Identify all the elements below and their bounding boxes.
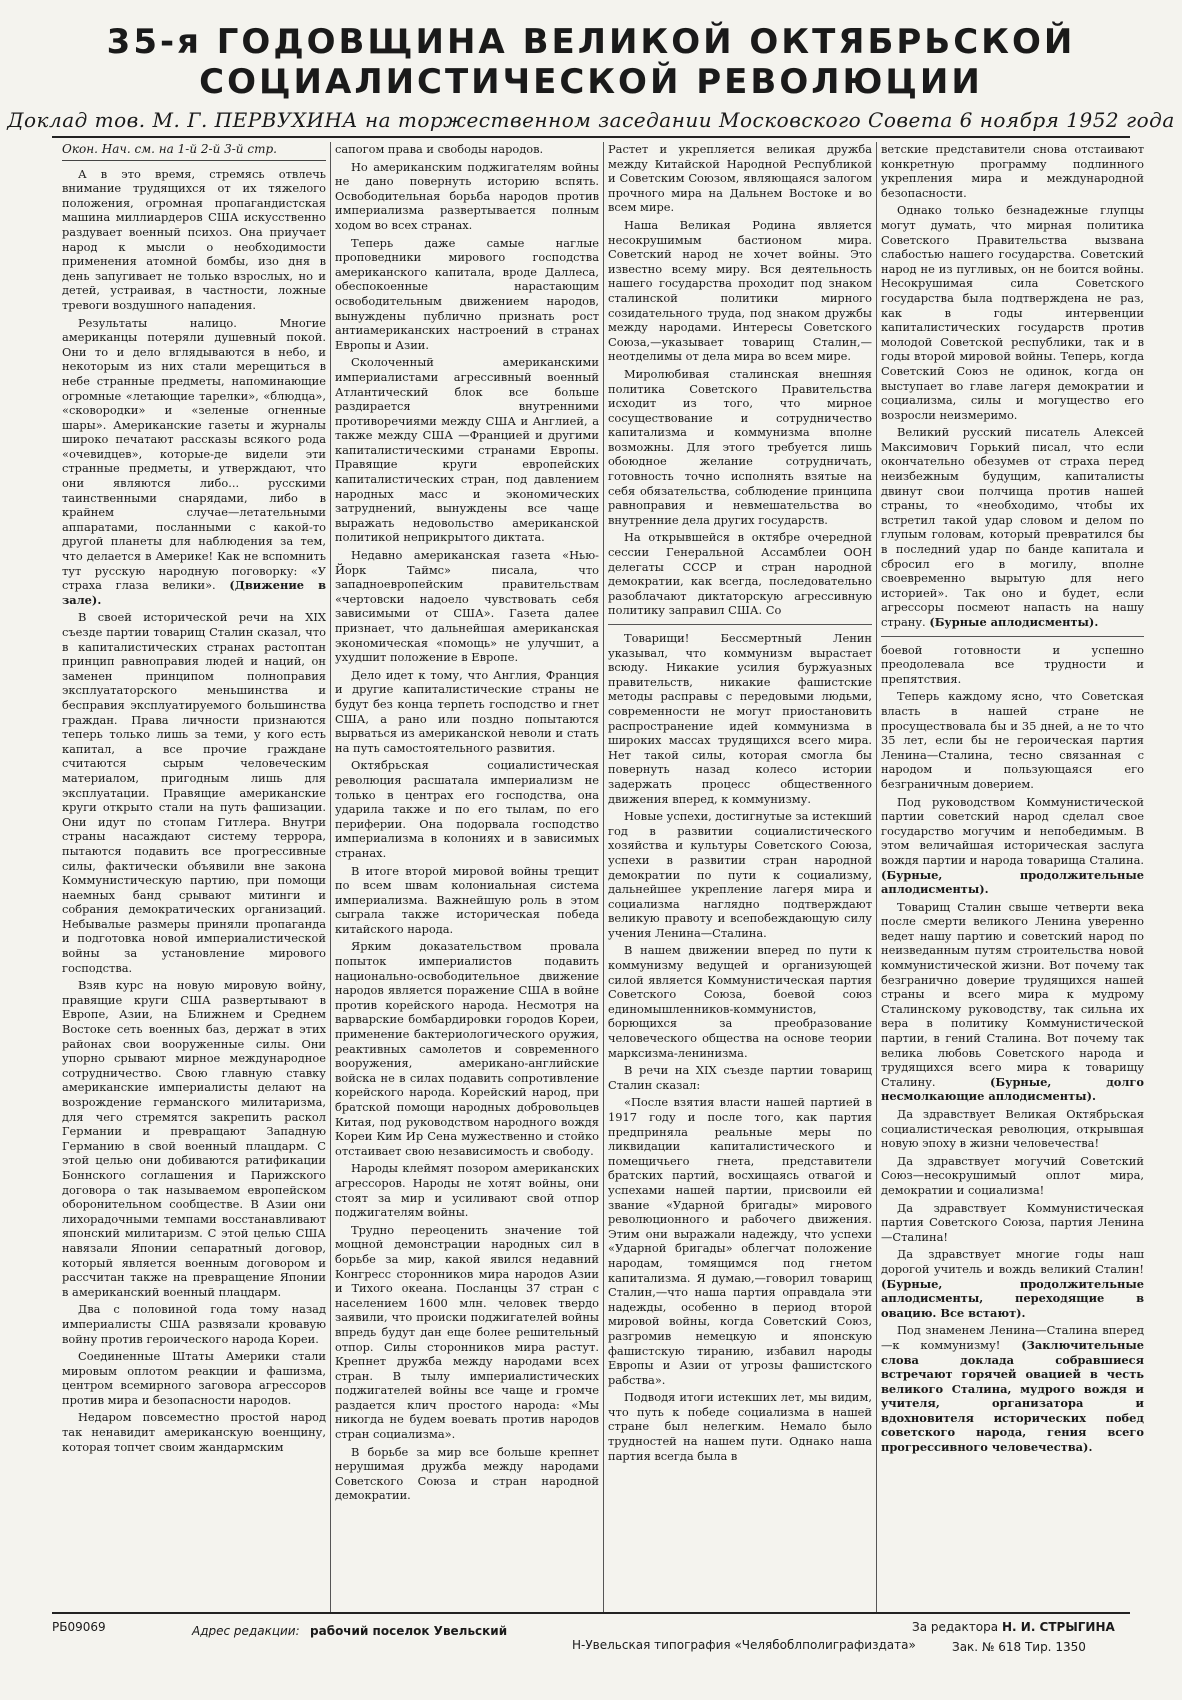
section-divider xyxy=(881,636,1144,637)
address-label: Адрес редакции: xyxy=(192,1624,300,1638)
editorial-address: рабочий поселок Увельский xyxy=(310,1624,508,1638)
slogan xyxy=(881,1247,1144,1320)
column-4 xyxy=(877,142,1148,1614)
paragraph-text: Товарищ Сталин свыше четверти века после смерти великого Ленина уверенно ведет нашу партию и советский народ по неизведанным путям строительства новой коммунистической жизни. Вот почему так безгранично доверие трудящихся нашей страны и всего мира к мудрому Сталинскому руководству, так сильна их вера в политику Коммунистической партии, в гений Сталина. Вот почему так велика любовь Советского народа и трудящихся всего мира к товарищу Сталину. xyxy=(881,899,1144,1089)
headline-line-2: СОЦИАЛИСТИЧЕСКОЙ РЕВОЛЮЦИИ xyxy=(199,62,983,102)
paragraph: Сколоченный американскими империалистами агрессивный военный Атлантический блок все больше раздирается внутренними противоречиями между США и Англией, а также между США —Францией и другими капиталистическими странами Европы. Правящие круги европейских капиталистических стран, под давлением народных масс и экономических затруднений, вынуждены все чаще выражать недовольство американской политикой неприкрытого диктата. xyxy=(335,355,599,545)
paragraph: сапогом права и свободы народов. xyxy=(335,142,544,156)
paragraph: Ярким доказательством провала попыток империалистов подавить национально-освободительное движение народов является поражение США в войне против корейского народа. Несмотря на варварские бомбардировки городов Кореи, применение бактериологического оружия, реактивных самолетов и современного вооружения, американо-английские войска не в силах подавить сопротивление корейского народа. Корейский народ, при братской помощи народных добровольцев Китая, под руководством народного вождя Кореи Ким Ир Сена мужественно и стойко отстаивает свою независимость и свободу. xyxy=(335,939,599,1158)
issue-code: РБ09069 xyxy=(52,1620,106,1634)
paragraph: Соединенные Штаты Америки стали мировым оплотом реакции и фашизма, центром всемирного заговора агрессоров против мира и безопасности народов. xyxy=(62,1349,326,1407)
paragraph-text: Да здравствует многие годы наш дорогой учитель и вождь великий Сталин! xyxy=(881,1247,1144,1276)
audience-reaction: (Движение в зале). xyxy=(62,578,326,607)
paragraph: боевой готовности и успешно преодолевала все трудности и препятствия. xyxy=(881,642,1144,686)
paragraph: Товарищи! Бессмертный Ленин указывал, что коммунизм вырастает всюду. Никакие усилия буржуазных правительств, никакие фашистские методы расправы с передовыми людьми, современности не могут приостановить распространение идей коммунизма в широких массах трудящихся всего мира. Нет такой силы, которая смогла бы повернуть назад колесо истории задержать процесс общественного движения вперед, к коммунизму. xyxy=(608,631,872,806)
paragraph: В своей исторической речи на XIX съезде партии товарищ Сталин сказал, что в капиталистических странах растоптан принцип равноправия людей и наций, он заменен принципом полноправия эксплуататорского меньшинства и бесправия эксплуатируемого большинства граждан. Права личности признаются теперь только лишь за теми, у кого есть капитал, а все прочие граждане считаются сырым человеческим материалом, пригодным лишь для эксплуатации. Правящие американские круги открыто стали на путь фашизации. Они идут по стопам Гитлера. Внутри страны насаждают систему террора, пытаются подавить все прогрессивные силы, фактически объявили вне закона Коммунистическую партию, при помощи наемных банд срывают митинги и собрания демократических организаций. Небывалые размеры приняли пропаганда и подготовка новой империалистической войны за установление мирового господства. xyxy=(62,610,326,975)
paragraph xyxy=(881,425,1144,629)
paragraph: ветские представители снова отстаивают конкретную программу подлинного укрепления мира и международной безопасности. xyxy=(881,142,1144,200)
paragraph: В итоге второй мировой войны трещит по всем швам колониальная система империализма. Важнейшую роль в этом сыграла также историческая победа китайского народа. xyxy=(335,863,599,936)
paragraph: Октябрьская социалистическая революция расшатала империализм не только в центрах его господства, она ударила также и по его тылам, по его периферии. Она подорвала господство империализма в колониях и в зависимых странах. xyxy=(335,758,599,860)
printer-credit: Н-Увельская типография «Челябоблполиграфиздата» xyxy=(572,1638,916,1652)
paragraph: Миролюбивая сталинская внешняя политика Советского Правительства исходит из того, что мирное сосуществование и сотрудничество капитализма и коммунизма вполне возможны. Для этого требуется лишь обоюдное желание сотрудничать, готовность точно исполнять взятые на себя обязательства, соблюдение принципа равноправия и невмешательства во внутренние дела других государств. xyxy=(608,366,872,527)
paragraph: Однако только безнадежные глупцы могут думать, что мирная политика Советского Правительства вызвана слабостью нашего государства. Советский народ не из пугливых, он не боится войны. Несокрушимая сила Советского государства была подтверждена не раз, как в годы интервенции капиталистических государств против молодой Советской республики, так и в годы второй мировой войны. Теперь, когда Советский Союз не одинок, когда он выступает во главе лагеря демократии и социализма, силы и могущество его возросли неизмеримо. xyxy=(881,203,1144,422)
audience-reaction: (Заключительные слова доклада собравшиеся встречают горячей овацией в честь великого Сталина, мудрого вождя и учителя, организатора и вдохновителя исторических побед советского народа, гения всего прогрессивного человечества). xyxy=(881,1337,1144,1455)
paragraph: Взяв курс на новую мировую войну, правящие круги США развертывают в Европе, Азии, на Ближнем и Среднем Востоке сеть военных баз, держат в этих районах свои вооруженные силы. Они упорно срывают мирное международное сотрудничество. Свою главную ставку американские империалисты делают на возрождение германского милитаризма, для чего стремятся закрепить раскол Германии и превращают Западную Германию в свой военный плацдарм. С этой целью они добиваются ратификации Боннского соглашения и Парижского договора о так называемом европейском оборонительном сообществе. В Азии они лихорадочными темпами восстанавливают японский милитаризм. С этой целью США навязали Японии сепаратный договор, который является военным договором и рассчитан также на превращение Японии в американский военный плацдарм. xyxy=(62,978,326,1299)
paragraph: Дело идет к тому, что Англия, Франция и другие капиталистические страны не будут без конца терпеть господство и гнет США, а рано или поздно попытаются вырваться из американской неволи и стать на путь самостоятельного развития. xyxy=(335,667,599,755)
order-run-info: Зак. № 618 Тир. 1350 xyxy=(952,1640,1086,1654)
column-1 xyxy=(58,142,330,1614)
audience-reaction: (Бурные, продолжительные аплодисменты). xyxy=(881,867,1144,897)
audience-reaction: (Бурные, долго несмолкающие аплодисменты). xyxy=(881,1074,1144,1104)
paragraph xyxy=(881,795,1144,897)
paragraph: А в это время, стремясь отвлечь внимание трудящихся от их тяжелого положения, огромная пропагандистская машина миллиардеров США искусственно раздувает военный психоз. Она приучает народ к мысли о необходимости применения атомной бомбы, изо дня в день запугивает не только взрослых, но и детей, устраивая, в частности, ложные тревоги воздушного нападения. xyxy=(62,166,326,312)
section-divider xyxy=(608,624,872,625)
slogan: Да здравствует Коммунистическая партия Советского Союза, партия Ленина—Сталина! xyxy=(881,1200,1144,1244)
paragraph-text: Великий русский писатель Алексей Максимович Горький писал, что если окончательно обезумев от страха перед неизбежным будущим, капиталисты двинут свои полчища против нашей страны, то «необходимо, чтобы их встретил такой удар словом и делом по глупым головам, который превратился бы в последний удар по банде капитала и сбросил его в могилу, вполне своевременно вырытую для него историей». Так оно и будет, если агрессоры посмеют напасть на нашу страну. xyxy=(881,425,1144,629)
header-rule xyxy=(52,136,1130,138)
paragraph: Теперь каждому ясно, что Советская власть в нашей стране не просуществовала бы и 35 дней, а не то что 35 лет, если бы не героическая партия Ленина—Сталина, тесно связанная с народом и пользующаяся его безграничным доверием. xyxy=(881,689,1144,791)
audience-reaction: (Бурные, продолжительные аплодисменты, переходящие в овацию. Все встают). xyxy=(881,1276,1144,1320)
slogan xyxy=(881,1323,1144,1454)
audience-reaction: (Бурные аплодисменты). xyxy=(929,615,1099,629)
column-3 xyxy=(604,142,876,1614)
paragraph: В нашем движении вперед по пути к коммунизму ведущей и организующей силой является Коммунистическая партия Советского Союза, боевой союз единомышленников-коммунистов, борющихся за преобразование человеческого общества на основе теории марксизма-ленинизма. xyxy=(608,943,872,1060)
headline xyxy=(0,22,1182,102)
quotation: «После взятия власти нашей партией в 1917 году и после того, как партия предприняла реальные меры по ликвидации капиталистического и помещичьего гнета, представители братских партий, восхищаясь отвагой и успехами нашей партии, присвоили ей звание «Ударной бригады» мирового революционного и рабочего движения. Этим они выражали надежду, что успехи «Ударной бригады» облегчат положение народам, томящимся под гнетом капитализма. Я думаю,—говорил товарищ Сталин,—что наша партия оправдала эти надежды, особенно в период второй мировой войны, когда Советский Союз, разгромив немецкую и японскую фашистскую тиранию, избавил народы Европы и Азии от угрозы фашистского рабства». xyxy=(608,1095,872,1387)
editor-label: За редактора xyxy=(912,1620,999,1634)
editor-name: Н. И. СТРЫГИНА xyxy=(1002,1620,1115,1634)
paragraph: Подводя итоги истекших лет, мы видим, что путь к победе социализма в нашей стране был нелегким. Немало было трудностей на нашем пути. Однако наша партия всегда была в xyxy=(608,1390,872,1463)
paragraph-text: Под руководством Коммунистической партии советский народ сделал свое государство могучим и непобедимым. В этом величайшая историческая заслуга вождя партии и народа товарища Сталина. xyxy=(881,794,1144,867)
paragraph: Недавно американская газета «Нью-Йорк Таймс» писала, что западноевропейским правительствам «чертовски надоело чувствовать себя зависимыми от США». Газета далее признает, что дальнейшая американская экономическая «помощь» не улучшит, а ухудшит положение в Европе. xyxy=(335,548,599,665)
paragraph: Два с половиной года тому назад империалисты США развязали кровавую войну против героического народа Кореи. xyxy=(62,1302,326,1346)
footer-rule xyxy=(52,1612,1130,1614)
report-subtitle: Доклад тов. М. Г. ПЕРВУХИНА на торжественном заседании Московского Совета 6 ноября 1952 года xyxy=(7,108,1175,132)
paragraph: Но американским поджигателям войны не дано повернуть историю вспять. Освободительная борьба народов против империализма развертывается полным ходом во всех странах. xyxy=(335,159,599,232)
slogan: Да здравствует могучий Советский Союз—несокрушимый оплот мира, демократии и социализма! xyxy=(881,1153,1144,1197)
paragraph: Народы клеймят позором американских агрессоров. Народы не хотят войны, они стоят за мир и усиливают свой отпор поджигателям войны. xyxy=(335,1161,599,1220)
paragraph xyxy=(881,900,1144,1104)
paragraph-text: Под знаменем Ленина—Сталина вперед—к коммунизму! xyxy=(881,1323,1144,1352)
paragraph: Наша Великая Родина является несокрушимым бастионом мира. Советский народ не хочет войны. Это известно всему миру. Вся деятельность нашего государства проходит под знаком сталинской политики мирного созидательного труда, под знаком дружбы между народами. Интересы Советского Союза,—указывает товарищ Сталин,—неотделимы от дела мира во всем мире. xyxy=(608,217,872,364)
paragraph xyxy=(62,316,326,608)
slogan: Да здравствует Великая Октябрьская социалистическая революция, открывшая новую эпоху в жизни человечества! xyxy=(881,1107,1144,1151)
paragraph: В речи на XIX съезде партии товарищ Сталин сказал: xyxy=(608,1063,872,1092)
paragraph: Новые успехи, достигнутые за истекший год в развитии социалистического хозяйства и культуры Советского Союза, успехи в развитии стран народной демократии по пути к социализму, дальнейшее укрепление лагеря мира и социализма наглядно подтверждают великую правоту и всепобеждающую силу учения Ленина—Сталина. xyxy=(608,809,872,940)
paragraph: Недаром повсеместно простой народ так ненавидит американскую военщину, которая топчет своим жандармским xyxy=(62,1410,326,1454)
article-columns xyxy=(58,142,1148,1614)
footer xyxy=(52,1616,1130,1656)
column-2 xyxy=(331,142,603,1614)
paragraph: Трудно переоценить значение той мощной демонстрации народных сил в борьбе за мир, какой явился недавний Конгресс сторонников мира народов Азии и Тихого океана. Посланцы 37 стран с населением 1600 млн. человек твердо заявили, что происки поджигателей войны впредь будут дан еще более решительный отпор. Силы сторонников мира растут. Крепнет дружба между народами всех стран. В тылу империалистических поджигателей войны все чаще и громче раздается клич простого народа: «Мы никогда не будем воевать против народов стран социализма». xyxy=(335,1222,599,1442)
paragraph: В борьбе за мир все больше крепнет нерушимая дружба между народами Советского Союза и стран народной демократии. xyxy=(335,1444,599,1503)
paragraph-text: Результаты налицо. Многие американцы потеряли душевный покой. Они то и дело вглядываются в небо, и некоторым из них стали мерещиться в небе странные предметы, напоминающие огромные «летающие тарелки», «блюдца», «сковородки» и «зеленые огненные шары». Американские газеты и журналы широко печатают рассказы всякого рода «очевидцев», которые-де видели эти странные предметы, и утверждают, что они являются либо... русскими таинственными снарядами, либо в крайнем случае—летательными аппаратами, посланными с какой-то другой планеты для наблюдения за тем, что делается в Америке! Как не вспомнить тут русскую народную поговорку: «У страха глаза велики». xyxy=(62,315,326,593)
paragraph: Растет и укрепляется великая дружба между Китайской Народной Республикой и Советским Союзом, являющаяся залогом прочного мира на Дальнем Востоке и во всем мире. xyxy=(608,142,872,215)
continuation-note: Окон. Нач. см. на 1-й 2-й 3-й стр. xyxy=(62,142,326,161)
paragraph: Теперь даже самые наглые проповедники мирового господства американского капитала, вроде Даллеса, обеспокоенные нарастающим освободительным движением народов, вынуждены публично признать рост антиамериканских настроений в странах Европы и Азии. xyxy=(335,235,599,352)
headline-line-1: 35-я ГОДОВЩИНА ВЕЛИКОЙ ОКТЯБРЬСКОЙ xyxy=(106,22,1076,62)
paragraph: На открывшейся в октябре очередной сессии Генеральной Ассамблеи ООН делегаты СССР и стран народной демократии, как всегда, последовательно разоблачают диктаторскую агрессивную политику заправил США. Со xyxy=(608,530,872,618)
